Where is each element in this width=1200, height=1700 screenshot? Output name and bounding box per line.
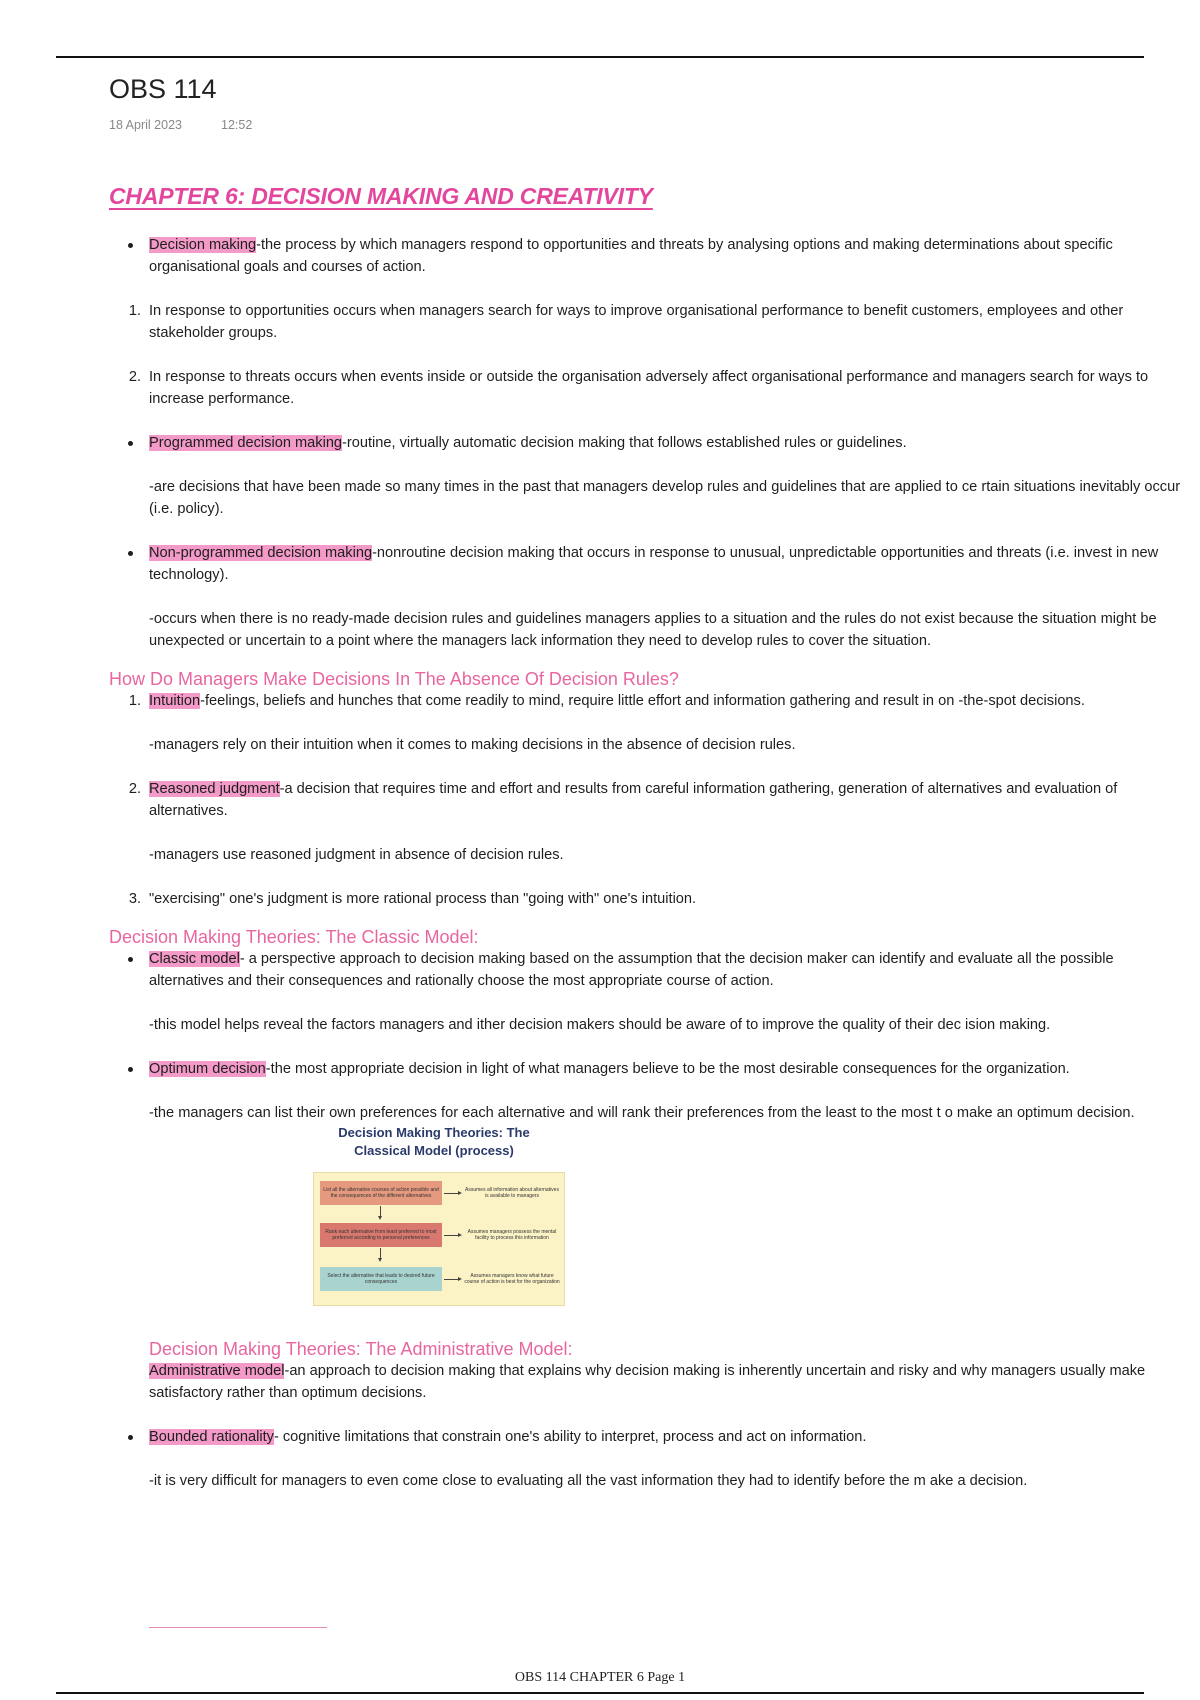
section-heading-absence: How Do Managers Make Decisions In The Absence Of Decision Rules? xyxy=(109,669,679,689)
pink-divider xyxy=(149,1627,327,1628)
classical-model-figure xyxy=(109,1124,1184,1324)
optimum-subtext: -the managers can list their own preferences for each alternative and will rank their preferences from the least to the most t o make an optimum decision. xyxy=(149,1105,1135,1121)
figure-note-1: Assumes all information about alternatives is available to managers xyxy=(465,1187,559,1199)
bullet-icon xyxy=(128,1435,133,1440)
highlighted-term: Administrative model xyxy=(149,1363,285,1379)
definition-text: -the process by which managers respond to opportunities and threats by analysing options and making determinations about specific organisational goals and courses of action. xyxy=(149,237,1113,275)
section-heading-classic: Decision Making Theories: The Classic Model: xyxy=(109,927,479,947)
definition-text: -nonroutine decision making that occurs in response to unusual, unpredictable opportunities and threats (i.e. invest in new technology). xyxy=(149,545,1159,583)
figure-down-arrow xyxy=(380,1206,381,1218)
bullet-icon xyxy=(128,1067,133,1072)
list-number: 1. xyxy=(128,303,141,319)
page-time: 12:52 xyxy=(221,118,253,132)
bullet-icon xyxy=(128,243,133,248)
administrative-definition xyxy=(109,1360,1184,1404)
bullet-icon xyxy=(128,957,133,962)
highlighted-term: Classic model xyxy=(149,951,240,967)
bullet-optimum-decision xyxy=(109,1058,1184,1080)
figure-step-2: Rank each alternative from least preferred to most preferred according to personal preferences xyxy=(320,1223,442,1247)
bullet-decision-making xyxy=(109,234,1184,278)
highlighted-term: Bounded rationality xyxy=(149,1429,274,1445)
list-number: 2. xyxy=(128,781,141,797)
figure-note-3: Assumes managers know what future course of action is best for the organization xyxy=(464,1273,560,1285)
classic-subtext: -this model helps reveal the factors managers and ither decision makers should be aware of to improve the quality of their dec ision making. xyxy=(149,1017,1051,1033)
numbered-item-reasoned xyxy=(109,778,1184,822)
figure-note-2: Assumes managers possess the mental facility to process this information xyxy=(467,1229,557,1241)
definition-text: -a decision that requires time and effort and results from careful information gathering, generation of alternatives and evaluation of alternatives. xyxy=(149,781,1118,819)
list-number: 2. xyxy=(128,369,141,385)
bullet-classic-model xyxy=(109,948,1184,992)
numbered-item-2 xyxy=(109,366,1184,410)
notes-content xyxy=(109,234,1184,1514)
figure-right-arrow xyxy=(444,1279,460,1280)
definition-text: -the most appropriate decision in light of what managers believe to be the most desirable consequences for the organization. xyxy=(265,1061,1070,1077)
highlighted-term: Programmed decision making xyxy=(149,435,343,451)
page-date: 18 April 2023 xyxy=(109,118,182,132)
numbered-item-1 xyxy=(109,300,1184,344)
reasoned-subtext: -managers use reasoned judgment in absence of decision rules. xyxy=(149,847,564,863)
highlighted-term: Decision making xyxy=(149,237,257,253)
bottom-rule xyxy=(56,1692,1144,1694)
numbered-item-intuition xyxy=(109,690,1184,712)
highlighted-term: Non-programmed decision making xyxy=(149,545,373,561)
definition-text: -routine, virtually automatic decision making that follows established rules or guidelines. xyxy=(342,435,907,451)
chapter-title: CHAPTER 6: DECISION MAKING AND CREATIVITY xyxy=(109,183,653,209)
bullet-icon xyxy=(128,441,133,446)
highlighted-term: Intuition xyxy=(149,693,201,709)
numbered-item-3 xyxy=(109,888,1184,910)
list-number: 1. xyxy=(128,693,141,709)
figure-title xyxy=(324,1124,544,1160)
bullet-non-programmed xyxy=(109,542,1184,586)
item-text: "exercising" one's judgment is more rational process than "going with" one's intuition. xyxy=(149,891,697,907)
definition-text: - a perspective approach to decision making based on the assumption that the decision maker can identify and evaluate all the possible alternatives and their consequences and rationally choose the most appropriate course of action. xyxy=(149,951,1114,989)
definition-text: -feelings, beliefs and hunches that come readily to mind, require little effort and information gathering and result in on -the-spot decisions. xyxy=(200,693,1085,709)
page-footer: OBS 114 CHAPTER 6 Page 1 xyxy=(514,1670,686,1685)
figure-title-line2: Classical Model (process) xyxy=(354,1143,514,1158)
figure-down-arrow xyxy=(380,1248,381,1260)
intuition-subtext: -managers rely on their intuition when it comes to making decisions in the absence of decision rules. xyxy=(149,737,796,753)
item-text: In response to opportunities occurs when managers search for ways to improve organisational performance to benefit customers, employees and other stakeholder groups. xyxy=(149,303,1124,341)
bullet-bounded-rationality xyxy=(109,1426,1184,1448)
figure-right-arrow xyxy=(444,1193,460,1194)
item-text: In response to threats occurs when events inside or outside the organisation adversely affect organisational performance and managers search for ways to increase performance. xyxy=(149,369,1149,407)
top-rule xyxy=(56,56,1144,58)
highlighted-term: Reasoned judgment xyxy=(149,781,280,797)
figure-diagram xyxy=(313,1172,565,1306)
non-programmed-subtext: -occurs when there is no ready-made decision rules and guidelines managers applies to a situation and the rules do not exist because the situation might be unexpected or uncertain to a point where the managers lack information they need to develop rules to cover the situation. xyxy=(149,611,1157,649)
list-number: 3. xyxy=(128,891,141,907)
figure-step-3: Select the alternative that leads to desired future consequences xyxy=(320,1267,442,1291)
section-heading-administrative: Decision Making Theories: The Administrative Model: xyxy=(149,1339,573,1359)
programmed-subtext: -are decisions that have been made so many times in the past that managers develop rules and guidelines that are applied to ce rtain situations inevitably occur (i.e. policy). xyxy=(149,479,1181,517)
bullet-icon xyxy=(128,551,133,556)
figure-right-arrow xyxy=(444,1235,460,1236)
bullet-programmed xyxy=(109,432,1184,454)
page-title: OBS 114 xyxy=(109,74,217,104)
bounded-subtext: -it is very difficult for managers to even come close to evaluating all the vast information they had to identify before the m ake a decision. xyxy=(149,1473,1028,1489)
definition-text: - cognitive limitations that constrain one's ability to interpret, process and act on information. xyxy=(273,1429,867,1445)
figure-step-1: List all the alternative courses of action possible and the consequences of the different alternatives xyxy=(320,1181,442,1205)
figure-title-line1: Decision Making Theories: The xyxy=(338,1125,530,1140)
definition-text: -an approach to decision making that explains why decision making is inherently uncertain and risky and why managers usually make satisfactory rather than optimum decisions. xyxy=(149,1363,1146,1401)
highlighted-term: Optimum decision xyxy=(149,1061,266,1077)
